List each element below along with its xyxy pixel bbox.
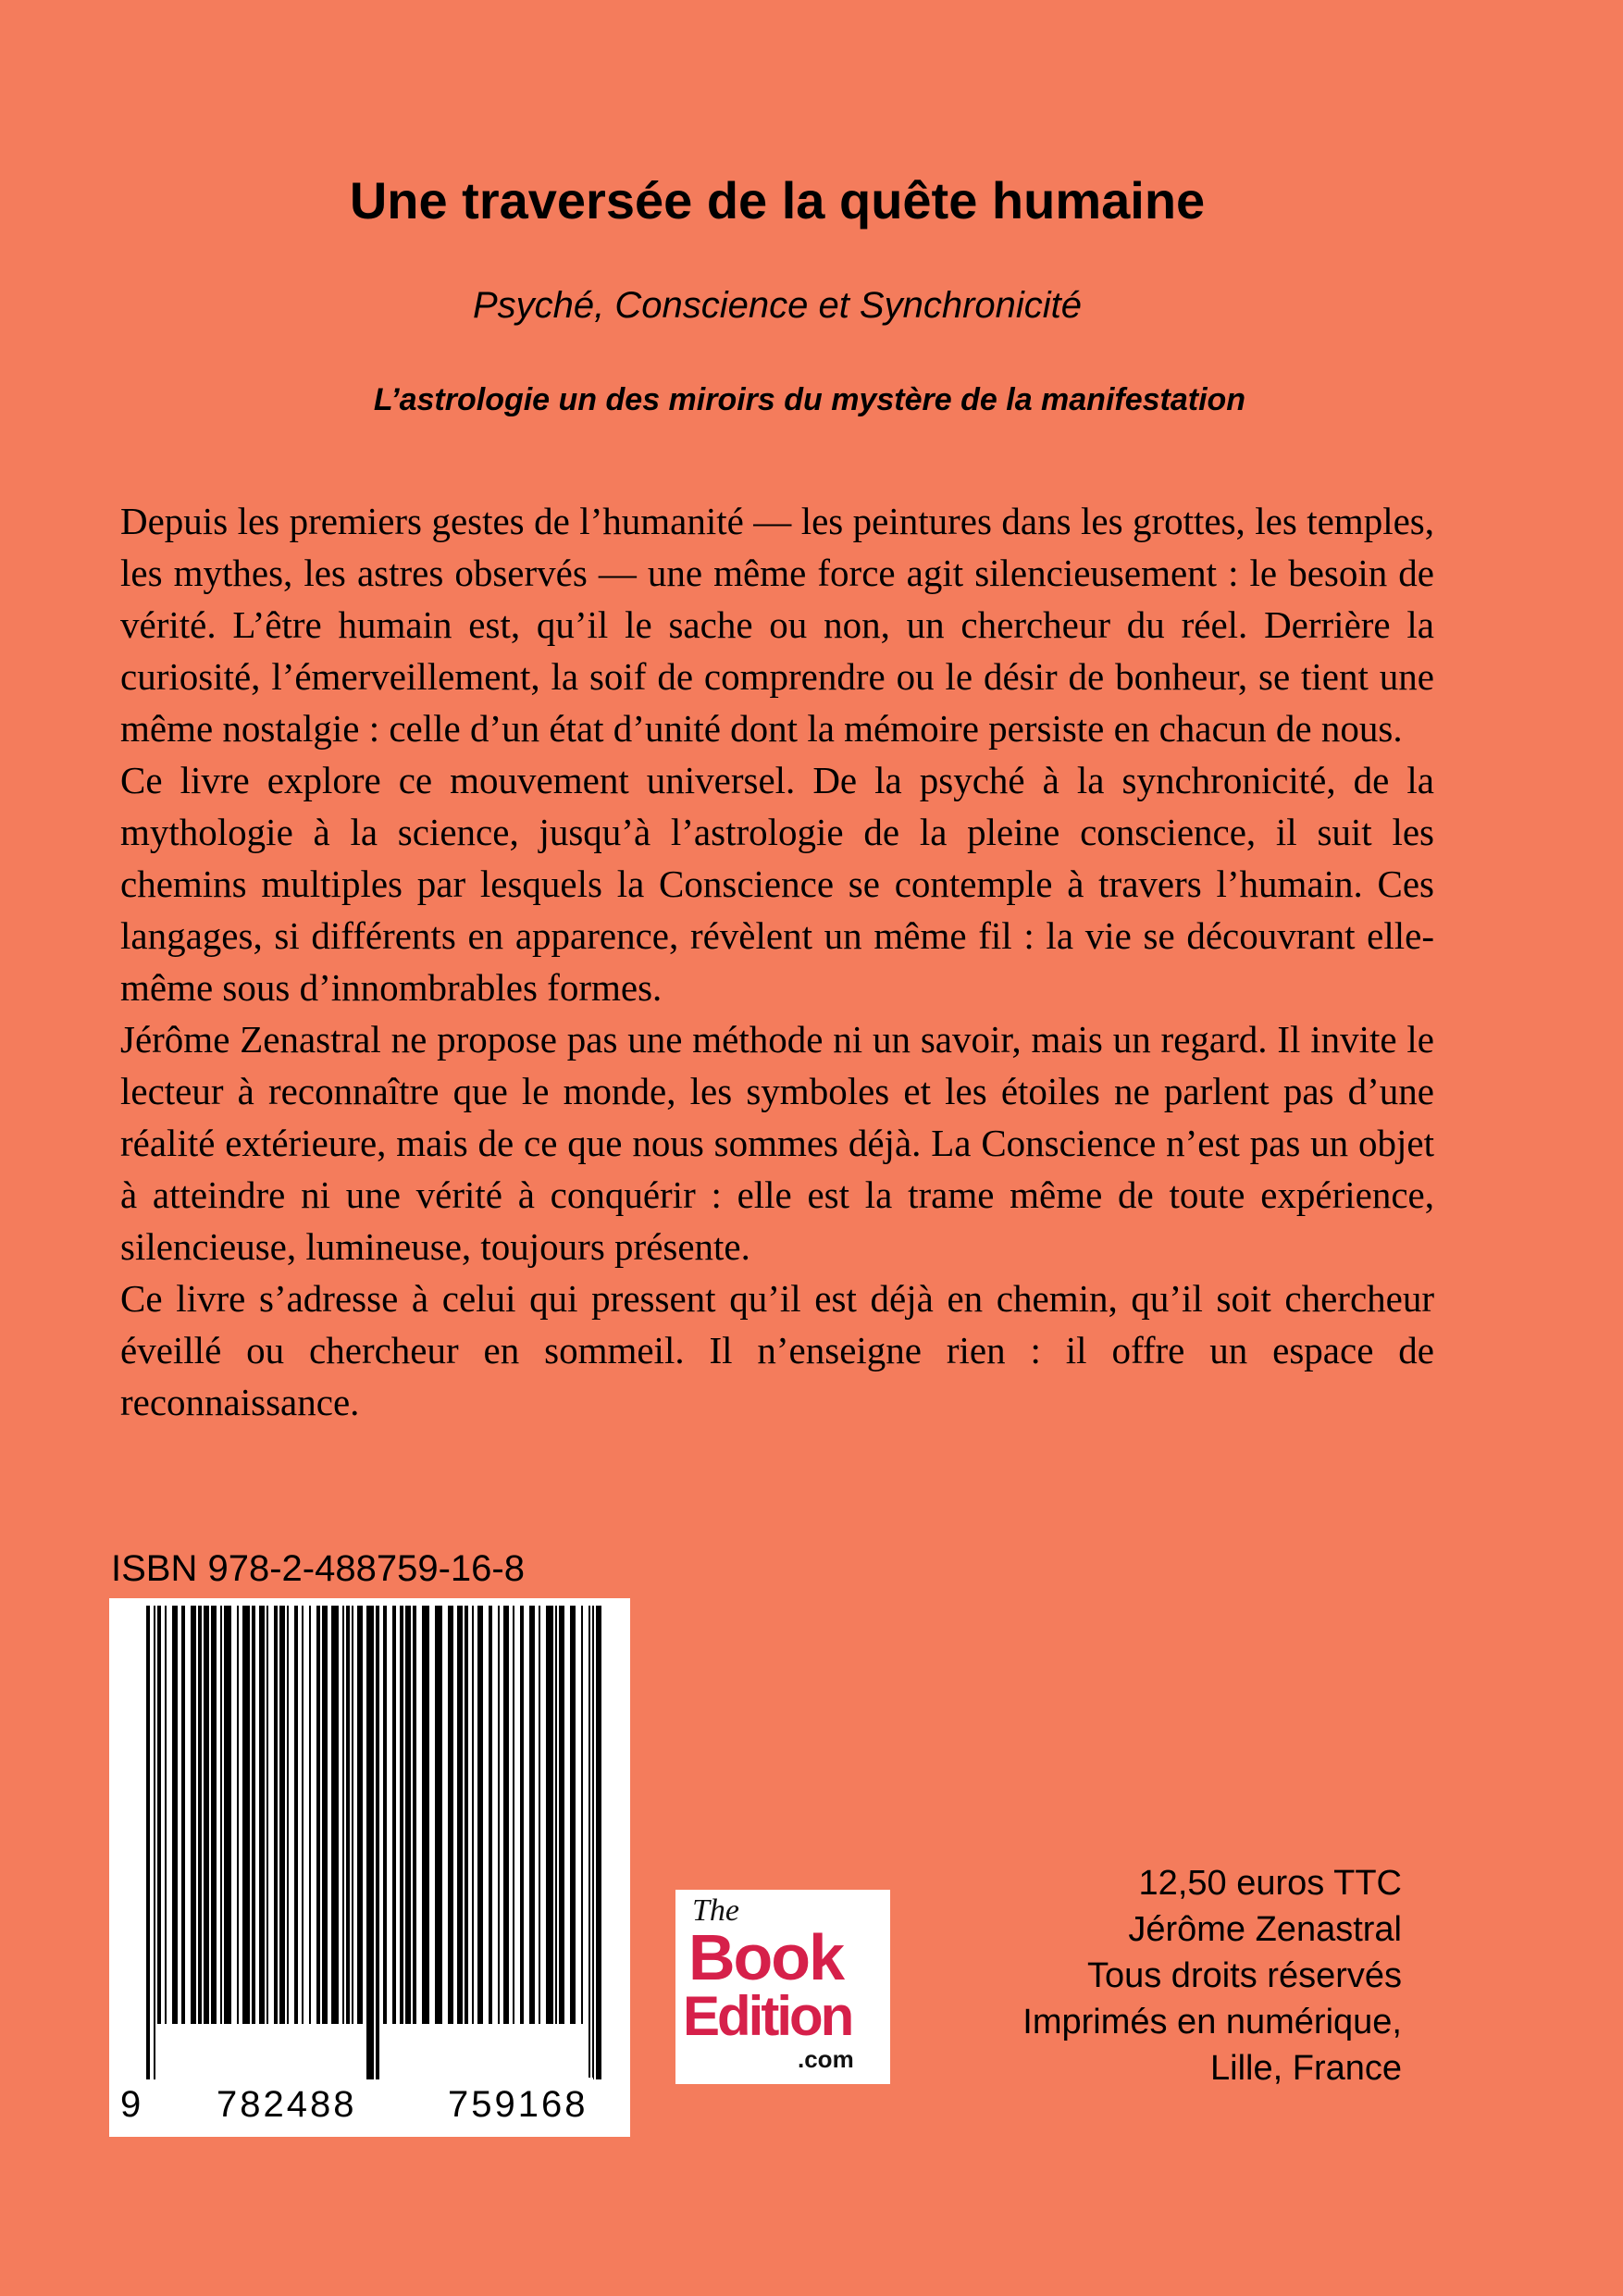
- barcode-bar: [237, 1606, 239, 2024]
- barcode-bar: [331, 1606, 339, 2024]
- barcode-bar: [477, 1606, 483, 2024]
- barcode-bar: [266, 1606, 268, 2024]
- barcode-bar: [157, 1606, 161, 2024]
- print-location: Lille, France: [1210, 2049, 1402, 2088]
- barcode-bar: [172, 1606, 178, 2024]
- barcode-bar: [252, 1606, 255, 2024]
- barcode-bar: [465, 1606, 468, 2024]
- barcode-bar: [392, 1606, 396, 2024]
- barcode-bar: [559, 1606, 564, 2024]
- barcode-bar: [555, 1606, 557, 2024]
- barcode-bar: [220, 1606, 222, 2024]
- barcode-bar: [294, 1606, 298, 2024]
- barcode-bar: [570, 1606, 576, 2024]
- barcode-bar: [472, 1606, 474, 2024]
- barcode-bar: [274, 1606, 278, 2024]
- barcode-bar: [435, 1606, 442, 2024]
- isbn-label: ISBN 978-2-488759-16-8: [111, 1548, 525, 1589]
- barcode-digits: [109, 2078, 630, 2131]
- barcode-bar: [191, 1606, 196, 2024]
- barcode-bar: [309, 1606, 311, 2024]
- barcode-bar: [322, 1606, 328, 2024]
- barcode-bar: [546, 1606, 553, 2024]
- barcode-bar: [448, 1606, 453, 2024]
- publisher-info: [925, 1860, 1402, 2091]
- book-title: Une traversée de la quête humaine: [349, 171, 1206, 230]
- barcode-bar: [588, 1606, 590, 2079]
- blurb-paragraph: Ce livre s’adresse à celui qui pressent qu’il est déjà en chemin, qu’il soit chercheur éveillé ou chercheur en sommeil. Il n’enseigne rien : il offre un espace de reconnaissance.: [120, 1277, 1434, 1423]
- barcode-bar: [513, 1606, 514, 2024]
- barcode-bar: [352, 1606, 353, 2024]
- barcode-bar: [346, 1606, 350, 2024]
- barcode-bar: [581, 1606, 583, 2024]
- blurb-paragraph: Ce livre explore ce mouvement universel. De la psyché à la synchronicité, de la mythologie à la science, jusqu’à l’astrologie de la pleine conscience, il suit les chemins multiples par lesquels la Conscience se contemple à travers l’humain. Ces langages, si différents en apparence, révèlent un même fil : la vie se découvrant elle-même sous d’innombrables formes.: [120, 759, 1434, 1009]
- print-notice: Imprimés en numérique,: [1022, 2003, 1402, 2042]
- logo-text-edition: Edition: [683, 1985, 852, 2047]
- barcode-bar: [165, 1606, 167, 2024]
- barcode-bar: [181, 1606, 185, 2024]
- barcode-bar: [242, 1606, 250, 2024]
- barcode-bar: [146, 1606, 150, 2079]
- barcode-bar: [366, 1606, 374, 2079]
- barcode-bar: [520, 1606, 524, 2024]
- isbn-barcode: [109, 1598, 630, 2137]
- barcode-bar: [489, 1606, 492, 2024]
- barcode-digit-first: 9: [120, 2084, 142, 2125]
- barcode-bars: [109, 1598, 630, 2079]
- barcode-bar: [279, 1606, 285, 2024]
- barcode-bar: [154, 1606, 155, 2079]
- barcode-bar: [596, 1606, 601, 2079]
- barcode-bar: [498, 1606, 500, 2024]
- barcode-bar: [503, 1606, 509, 2024]
- barcode-bar: [400, 1606, 403, 2024]
- barcode-digits-right: 759168: [442, 2078, 593, 2131]
- barcode-bar: [422, 1606, 429, 2024]
- barcode-bar: [259, 1606, 265, 2024]
- barcode-bar: [342, 1606, 344, 2024]
- barcode-bar: [287, 1606, 289, 2024]
- barcode-bar: [302, 1606, 304, 2024]
- logo-text-book: Book: [688, 1921, 843, 1993]
- barcode-bar: [357, 1606, 363, 2024]
- logo-text-the: The: [692, 1893, 739, 1928]
- logo-text-com: .com: [798, 2045, 854, 2073]
- barcode-bar: [529, 1606, 535, 2024]
- rights-notice: Tous droits réservés: [1086, 1956, 1402, 1995]
- barcode-bar: [316, 1606, 320, 2024]
- barcode-bar: [224, 1606, 231, 2024]
- barcode-digits-left: 782488: [211, 2078, 362, 2131]
- barcode-bar: [376, 1606, 379, 2079]
- price: 12,50 euros TTC: [1138, 1864, 1402, 1903]
- barcode-bar: [592, 1606, 594, 2079]
- barcode-bar: [383, 1606, 387, 2024]
- book-tagline: L’astrologie un des miroirs du mystère de la manifestation: [373, 382, 1246, 417]
- barcode-bar: [457, 1606, 463, 2024]
- barcode-bar: [405, 1606, 411, 2024]
- book-subtitle: Psyché, Conscience et Synchronicité: [472, 285, 1083, 326]
- author-name: Jérôme Zenastral: [1128, 1910, 1402, 1949]
- barcode-bar: [413, 1606, 416, 2024]
- barcode-bar: [198, 1606, 202, 2024]
- back-cover-blurb: [120, 495, 1434, 1428]
- blurb-paragraph: Depuis les premiers gestes de l’humanité — les peintures dans les grottes, les temples, les mythes, les astres observés — une même force agit silencieusement : le besoin de vérité. L’être humain est, qu’il le sache ou non, un chercheur du réel. Derrière la curiosité, l’émerveillement, la soif de comprendre ou le désir de bonheur, se tient une même nostalgie : celle d’un état d’unité dont la mémoire persiste en chacun de nous.: [120, 500, 1434, 750]
- barcode-bar: [204, 1606, 209, 2024]
- thebookedition-logo: [675, 1890, 890, 2084]
- barcode-bar: [211, 1606, 217, 2024]
- blurb-paragraph: Jérôme Zenastral ne propose pas une méthode ni un savoir, mais un regard. Il invite le lecteur à reconnaître que le monde, les symboles et les étoiles ne parlent pas d’une réalité extérieure, mais de ce que nous sommes déjà. La Conscience n’est pas un objet à atteindre ni une vérité à conquérir : elle est la trame même de toute expérience, silencieuse, lumineuse, toujours présente.: [120, 1018, 1434, 1268]
- barcode-bar: [539, 1606, 540, 2024]
